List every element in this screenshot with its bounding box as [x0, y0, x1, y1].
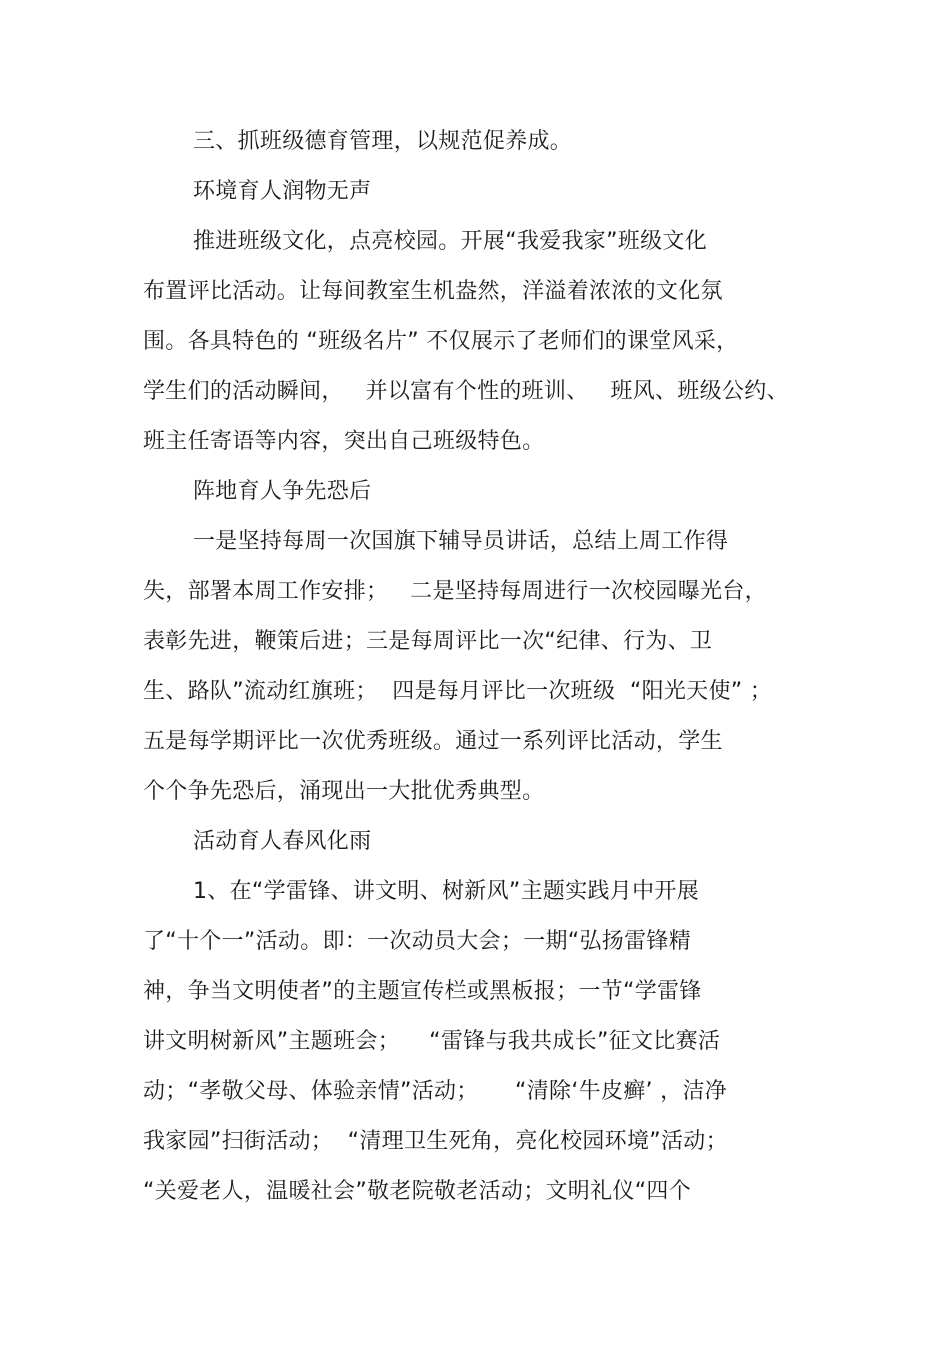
subheading-environment: 环境育人润物无声: [193, 179, 372, 204]
paragraph-line: 布置评比活动。让每间教室生机盎然，洋溢着浓浓的文化氛: [143, 279, 723, 304]
paragraph-line: 1、在“学雷锋、讲文明、树新风”主题实践月中开展: [193, 879, 699, 904]
subheading-activity: 活动育人春风化雨: [193, 829, 372, 854]
section-heading: 三、抓班级德育管理，以规范促养成。: [193, 129, 573, 154]
paragraph-line: 了“十个一”活动。即：一次动员大会；一期“弘扬雷锋精: [143, 929, 691, 954]
paragraph-line: 动；“孝敬父母、体验亲情”活动； “清除‘牛皮癣’ ，洁净: [143, 1079, 728, 1104]
paragraph-line: 表彰先进，鞭策后进；三是每周评比一次“纪律、行为、卫: [143, 629, 713, 654]
paragraph-line: 班主任寄语等内容，突出自己班级特色。: [143, 429, 545, 454]
paragraph-line: 推进班级文化，点亮校园。开展“我爱我家”班级文化: [193, 229, 707, 254]
paragraph-line: 围。各具特色的 “班级名片” 不仅展示了老师们的课堂风采，: [143, 329, 739, 354]
paragraph-line: 生、路队”流动红旗班； 四是每月评比一次班级 “阳光天使” ；: [143, 679, 773, 704]
subheading-position: 阵地育人争先恐后: [193, 479, 372, 504]
paragraph-line: 一是坚持每周一次国旗下辅导员讲话，总结上周工作得: [193, 529, 729, 554]
paragraph-line: 讲文明树新风”主题班会； “雷锋与我共成长”征文比赛活: [143, 1029, 721, 1054]
paragraph-line: 我家园”扫街活动； “清理卫生死角，亮化校园环境”活动；: [143, 1129, 728, 1154]
paragraph-line: 失，部署本周工作安排； 二是坚持每周进行一次校园曝光台，: [143, 579, 767, 604]
paragraph-line: 五是每学期评比一次优秀班级。通过一系列评比活动，学生: [143, 729, 723, 754]
paragraph-line: 学生们的活动瞬间， 并以富有个性的班训、 班风、班级公约、: [143, 379, 789, 404]
paragraph-line: 个个争先恐后，涌现出一大批优秀典型。: [143, 779, 545, 804]
paragraph-line: 神，争当文明使者”的主题宣传栏或黑板报；一节“学雷锋: [143, 979, 702, 1004]
paragraph-line: “关爱老人，温暖社会”敬老院敬老活动；文明礼仪“四个: [143, 1179, 691, 1204]
